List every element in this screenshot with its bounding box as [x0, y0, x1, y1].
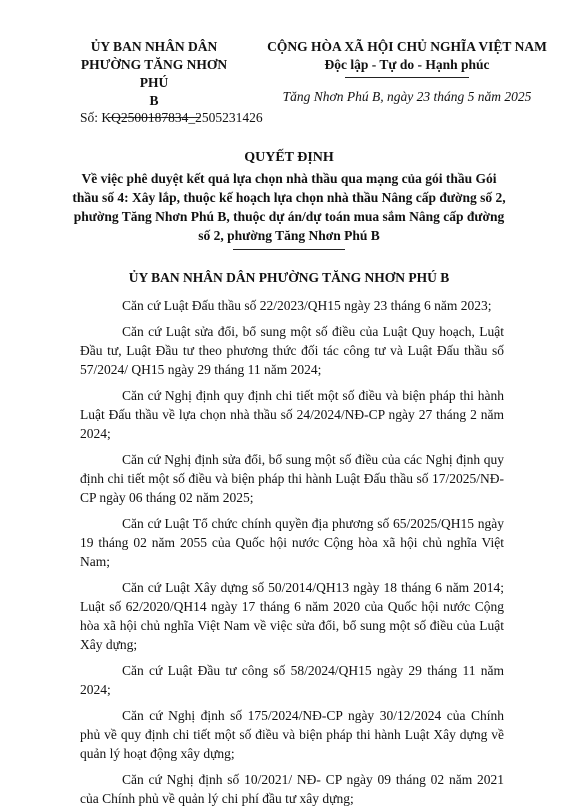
- decision-title-block: [70, 149, 508, 250]
- legal-basis-paragraph: Căn cứ Luật Đấu thầu số 22/2023/QH15 ngày 23 tháng 6 năm 2023;: [122, 298, 492, 313]
- motto-underline: [345, 77, 469, 78]
- legal-basis-paragraph: Căn cứ Nghị định số 175/2024/NĐ-CP ngày 30/12/2024 của Chính phủ về quy định chi tiết một số điều và biện pháp thi hành Luật Xây dựng về quản lý hoạt động xây dựng;: [80, 708, 504, 761]
- authority-name-line-2: PHƯỜNG TĂNG NHƠN PHÚ: [80, 57, 228, 90]
- authority-name-line-1: ỦY BAN NHÂN DÂN: [90, 39, 218, 54]
- national-title: CỘNG HÒA XÃ HỘI CHỦ NGHĨA VIỆT NAM: [267, 39, 547, 54]
- title-underline: [233, 249, 345, 250]
- authority-name-line-3: B: [149, 93, 159, 108]
- legal-basis-paragraph: Căn cứ Nghị định sửa đổi, bổ sung một số điều của các Nghị định quy định chi tiết một số điều và biện pháp thi hành Luật Đấu thầu số 17/2025/NĐ-CP ngày 06 tháng 02 năm 2025;: [80, 452, 504, 505]
- legal-basis-paragraph: Căn cứ Luật Tổ chức chính quyền địa phương số 65/2025/QH15 ngày 19 tháng 02 năm 2055 của Quốc hội nước Cộng hòa xã hội chủ nghĩa Việt Nam;: [80, 516, 504, 569]
- document-number: Số: KQ2500187834_2505231426: [80, 110, 263, 125]
- issuing-authority-header: [70, 38, 238, 118]
- legal-basis-paragraph: Căn cứ Luật Đầu tư công số 58/2024/QH15 ngày 29 tháng 11 năm 2024;: [80, 663, 504, 697]
- legal-basis-paragraph: Căn cứ Nghị định quy định chi tiết một số điều và biện pháp thi hành Luật Đấu thầu về lựa chọn nhà thầu số 24/2024/NĐ-CP ngày 27 tháng 2 năm 2024;: [80, 388, 504, 441]
- legal-basis-paragraph: Căn cứ Nghị định số 10/2021/ NĐ- CP ngày 09 tháng 02 năm 2021 của Chính phủ về quản lý chi phí đầu tư xây dựng;: [80, 772, 504, 806]
- place-and-date: Tăng Nhơn Phú B, ngày 23 tháng 5 năm 2025: [282, 89, 532, 104]
- legal-basis-paragraph: Căn cứ Luật Xây dựng số 50/2014/QH13 ngày 18 tháng 6 năm 2014; Luật số 62/2020/QH14 ngày 17 tháng 6 năm 2020 của Quốc hội nước Cộng hòa xã hội chủ nghĩa Việt Nam về việc sửa đổi, bổ sung một số điều của Luật Xây dựng;: [80, 580, 504, 652]
- national-header: [262, 38, 552, 106]
- document-type: QUYẾT ĐỊNH: [244, 150, 334, 165]
- issuer-heading: ỦY BAN NHÂN DÂN PHƯỜNG TĂNG NHƠN PHÚ B: [128, 270, 450, 285]
- decision-subject: Về việc phê duyệt kết quả lựa chọn nhà thầu qua mạng của gói thầu Gói thầu số 4: Xây lắp, thuộc kế hoạch lựa chọn nhà thầu Nâng cấp đường số 2, phường Tăng Nhơn Phú B, thuộc dự án/dự toán mua sắm Nâng cấp đường số 2, phường Tăng Nhơn Phú B: [72, 171, 506, 243]
- legal-bases: [80, 296, 504, 808]
- national-motto: Độc lập - Tự do - Hạnh phúc: [324, 57, 490, 72]
- legal-basis-paragraph: Căn cứ Luật sửa đổi, bổ sung một số điều của Luật Quy hoạch, Luật Đầu tư, Luật Đầu tư theo phương thức đối tác công tư và Luật Đấu thầu số 57/2024/ QH15 ngày 29 tháng 11 năm 2024;: [80, 324, 504, 377]
